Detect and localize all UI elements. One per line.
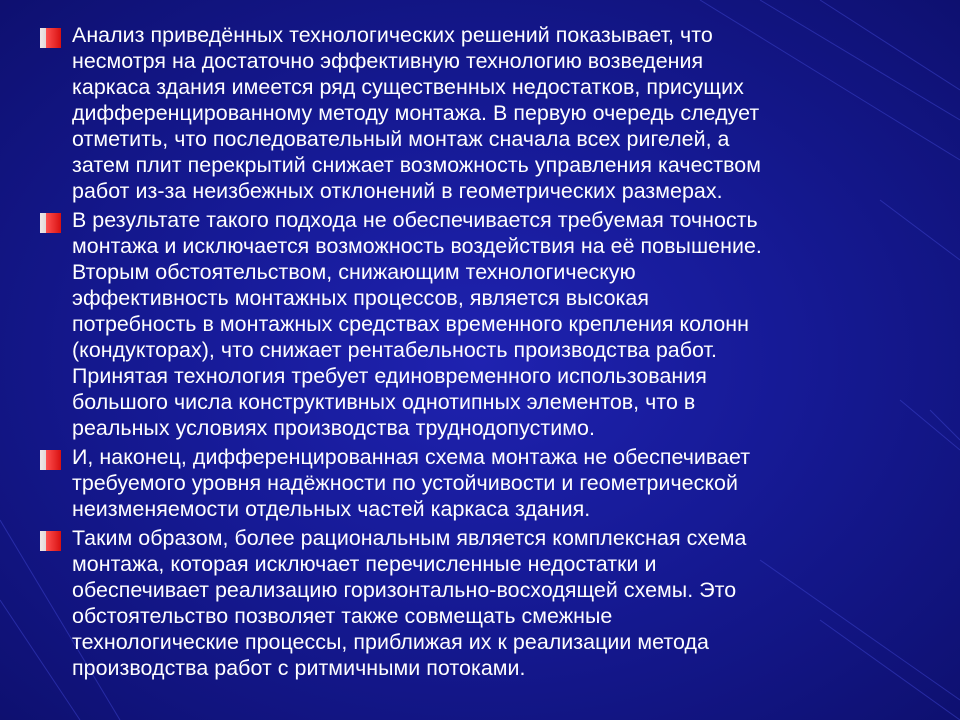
square-bullet-icon <box>40 450 64 470</box>
paragraph-4 <box>40 525 940 681</box>
paragraph-text: Анализ приведённых технологических решений показывает, что несмотря на достаточно эффективную технологию возведения каркаса здания имеется ряд существенных недостатков, присущих дифференцированному методу монтажа. В первую очередь следует отметить, что последовательный монтаж сначала всех ригелей, а затем плит перекрытий снижает возможность управления качеством работ из-за неизбежных отклонений в геометрических размерах. <box>72 23 761 203</box>
paragraph-text: Таким образом, более рациональным является комплексная схема монтажа, которая исключает перечисленные недостатки и обеспечивает реализацию горизонтально-восходящей схемы. Это обстоятельство позволяет также совмещать смежные технологические процессы, приближая их к реализации метода производства работ с ритмичными потоками. <box>72 526 747 680</box>
paragraph-text: В результате такого подхода не обеспечивается требуемая точность монтажа и исключается возможность воздействия на её повышение. Вторым обстоятельством, снижающим технологическую эффективность монтажных процессов, является высокая потребность в монтажных средствах временного крепления колонн (кондукторах), что снижает рентабельность производства работ. Принятая технология требует единовременного использования большого числа конструктивных однотипных элементов, что в реальных условиях производства труднодопустимо. <box>72 208 762 440</box>
square-bullet-icon <box>40 531 64 551</box>
slide-content <box>40 22 940 681</box>
paragraph-text: И, наконец, дифференцированная схема монтажа не обеспечивает требуемого уровня надёжности по устойчивости и геометрической неизменяемости отдельных частей каркаса здания. <box>72 445 751 521</box>
paragraph-1 <box>40 22 940 204</box>
paragraph-2 <box>40 207 940 441</box>
square-bullet-icon <box>40 28 64 48</box>
paragraph-3 <box>40 444 940 522</box>
square-bullet-icon <box>40 213 64 233</box>
